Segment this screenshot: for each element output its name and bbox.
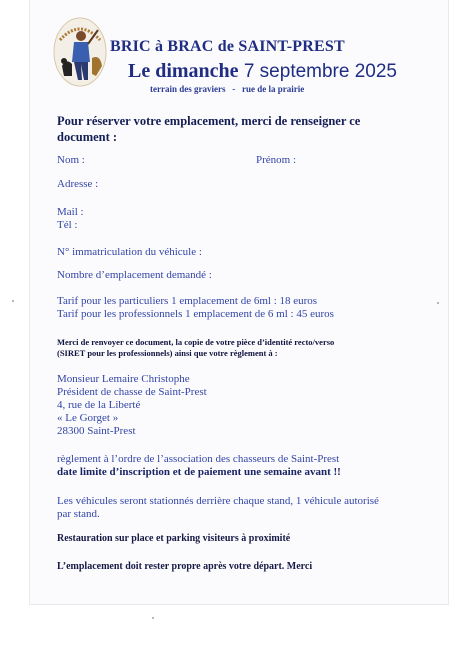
- event-date: [128, 60, 397, 83]
- field-nom-label: Nom :: [57, 154, 85, 166]
- field-prenom-label: Prénom :: [256, 154, 297, 166]
- vehicles-line: par stand.: [57, 508, 100, 520]
- deadline-line: date limite d’inscription et de paiement une semaine avant !!: [57, 466, 341, 478]
- address-line: 4, rue de la Liberté: [57, 399, 141, 411]
- scan-speck: [437, 302, 439, 304]
- event-title: BRIC à BRAC de SAINT-PREST: [110, 38, 345, 55]
- postal-address: [57, 373, 207, 438]
- scan-speck: [12, 300, 14, 302]
- tarif-professionnels: Tarif pour les professionnels 1 emplacement de 6 ml : 45 euros: [57, 308, 334, 320]
- cleanliness-notice: L’emplacement doit rester propre après votre départ. Merci: [57, 561, 313, 572]
- intro-line: document :: [57, 130, 118, 144]
- reglement: [57, 453, 341, 479]
- tarif-particuliers: Tarif pour les particuliers 1 emplacement de 6ml : 18 euros: [57, 295, 318, 307]
- event-location: terrain des graviers - rue de la prairie: [150, 84, 305, 94]
- renvoi-line: Merci de renvoyer ce document, la copie de votre pièce d’identité recto/verso: [57, 337, 335, 347]
- renvoi-line: (SIRET pour les professionnels) ainsi que votre règlement à :: [57, 348, 278, 358]
- hunter-logo: [52, 14, 108, 88]
- field-nombre-label: Nombre d’emplacement demandé :: [57, 269, 212, 281]
- scan-speck: [152, 617, 154, 619]
- field-mail-label: Mail :: [57, 206, 84, 218]
- intro-text: [57, 113, 360, 145]
- tarifs: [57, 295, 334, 321]
- field-immatriculation-label: N° immatriculation du véhicule :: [57, 246, 202, 258]
- intro-line: Pour réserver votre emplacement, merci de renseigner ce: [57, 114, 361, 128]
- restauration-notice: Restauration sur place et parking visiteurs à proximité: [57, 533, 291, 544]
- vehicles-notice: [57, 495, 379, 521]
- date-rest: 7 septembre 2025: [238, 61, 398, 82]
- address-line: Président de chasse de Saint-Prest: [57, 386, 207, 398]
- reglement-line: règlement à l’ordre de l’association des chasseurs de Saint-Prest: [57, 453, 340, 465]
- field-tel-label: Tél :: [57, 219, 78, 231]
- address-line: « Le Gorget »: [57, 412, 119, 424]
- field-adresse-label: Adresse :: [57, 178, 99, 190]
- date-prefix: Le dimanche: [128, 60, 239, 82]
- vehicles-line: Les véhicules seront stationnés derrière chaque stand, 1 véhicule autorisé: [57, 495, 379, 507]
- renvoi-instructions: [57, 337, 334, 359]
- address-line: Monsieur Lemaire Christophe: [57, 373, 190, 385]
- address-line: 28300 Saint-Prest: [57, 425, 136, 437]
